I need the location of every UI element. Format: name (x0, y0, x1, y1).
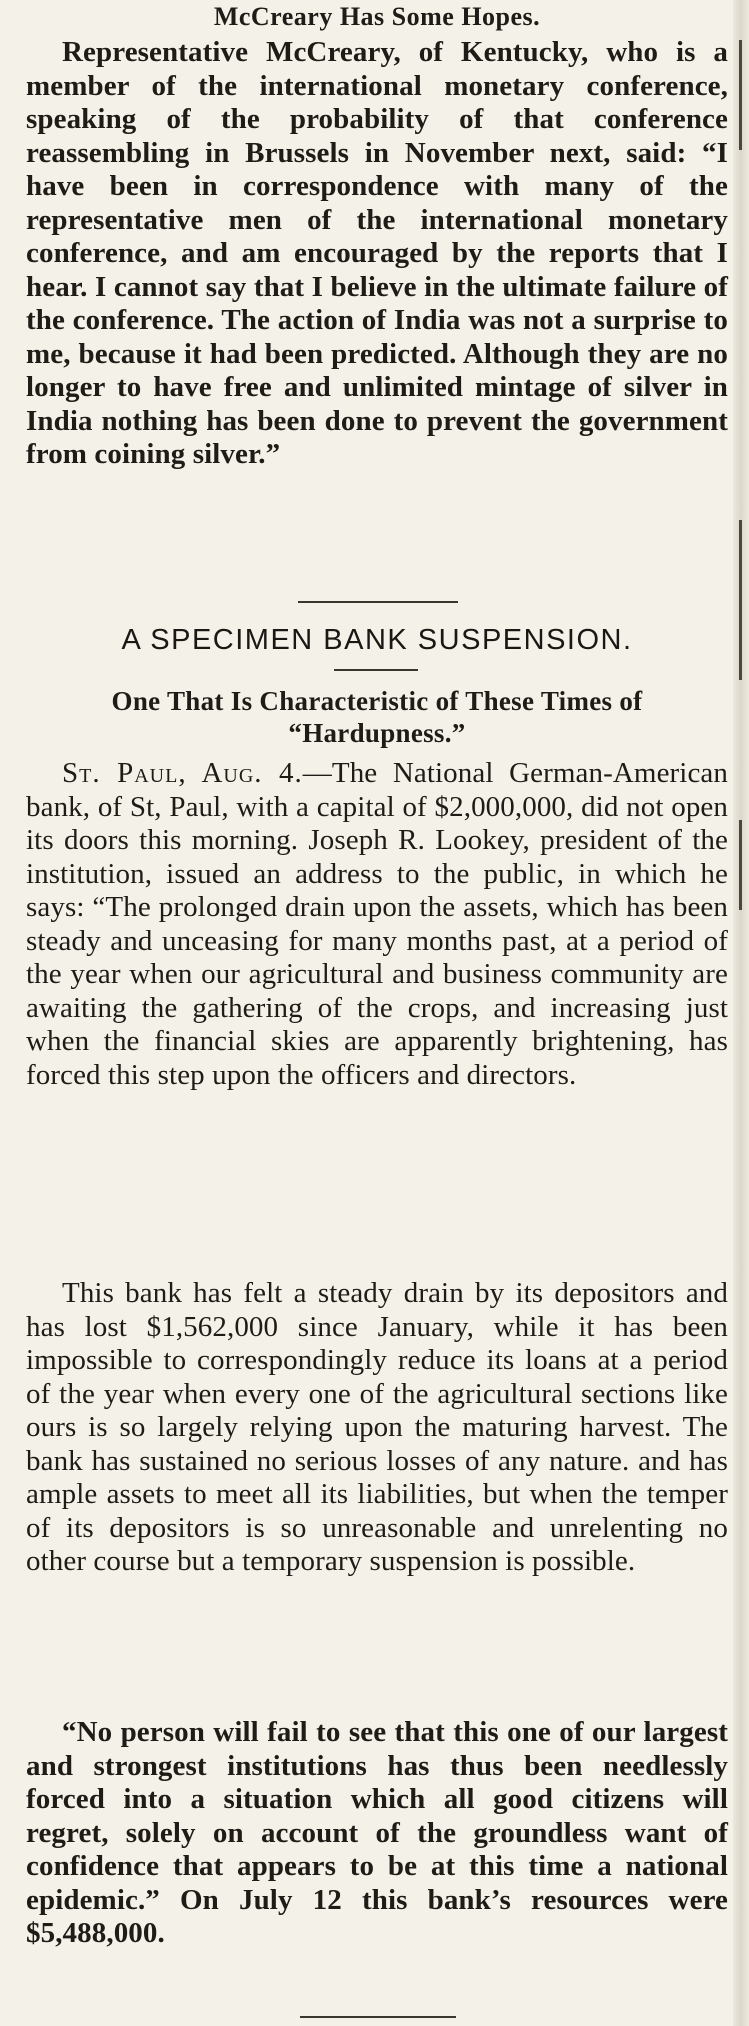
section-divider (298, 601, 458, 603)
article-headline-mccreary: McCreary Has Some Hopes. (213, 2, 541, 31)
article-paragraph-3: “No person will fail to see that this one of our largest and strongest institutions has thus been needlessly forced into a situation which all good citizens will regret, solely on account of the groundless want of confidence that appears to be at this time a national epidemic.” On July 12 this bank’s resources were $5,488,000. (26, 1716, 728, 1949)
article-paragraph-1-text: —The National German-American bank, of St, Paul, with a capital of $2,000,000, did not open its doors this morning. Joseph R. Lookey, president of the institution, issued an address to the public, in which he says: “The prolonged drain upon the assets, which has been steady and unceasing for many months past, at a period of the year when our agricultural and business community are awaiting the gathering of the crops, and increasing just when the financial skies are apparently brightening, has forced this step upon the officers and directors. (26, 757, 728, 1091)
article-body-mccreary: Representative McCreary, of Kentucky, who is a member of the international monetary conference, speaking of the probability of that conference reassembling in Brussels in November next, said: “I have been in correspondence with many of the representative men of the international monetary conference, and am encouraged by the reports that I hear. I cannot say that I believe in the ultimate failure of the conference. The action of India was not a surprise to me, because it had been predicted. Although they are no longer to have free and unlimited mintage of silver in India nothing has been done to prevent the government from coining silver.” (26, 36, 728, 470)
section-divider-bottom (300, 2016, 456, 2018)
dateline: St. Paul, Aug. 4. (62, 757, 303, 789)
article-subheadline: One That Is Characteristic of These Times of “Hardupness.” (111, 686, 643, 748)
page-fold-edge (733, 0, 749, 2026)
edge-mark (739, 40, 742, 150)
article-headline-bank-suspension: A SPECIMEN BANK SUSPENSION. (121, 624, 633, 656)
edge-mark (739, 820, 742, 910)
headline-rule (334, 669, 418, 671)
edge-mark (739, 520, 742, 680)
article-paragraph-2: This bank has felt a steady drain by its depositors and has lost $1,562,000 since January, while it has been impossible to correspondingly reduce its loans at a period of the year when every one of the agricultural sections like ours is so largely relying upon the maturing harvest. The bank has sustained no serious losses of any nature. and has ample assets to meet all its liabilities, but when the temper of its depositors is so unreasonable and unrelenting no other course but a temporary suspension is possible. (26, 1277, 728, 1577)
article-paragraph-1 (26, 757, 728, 1092)
